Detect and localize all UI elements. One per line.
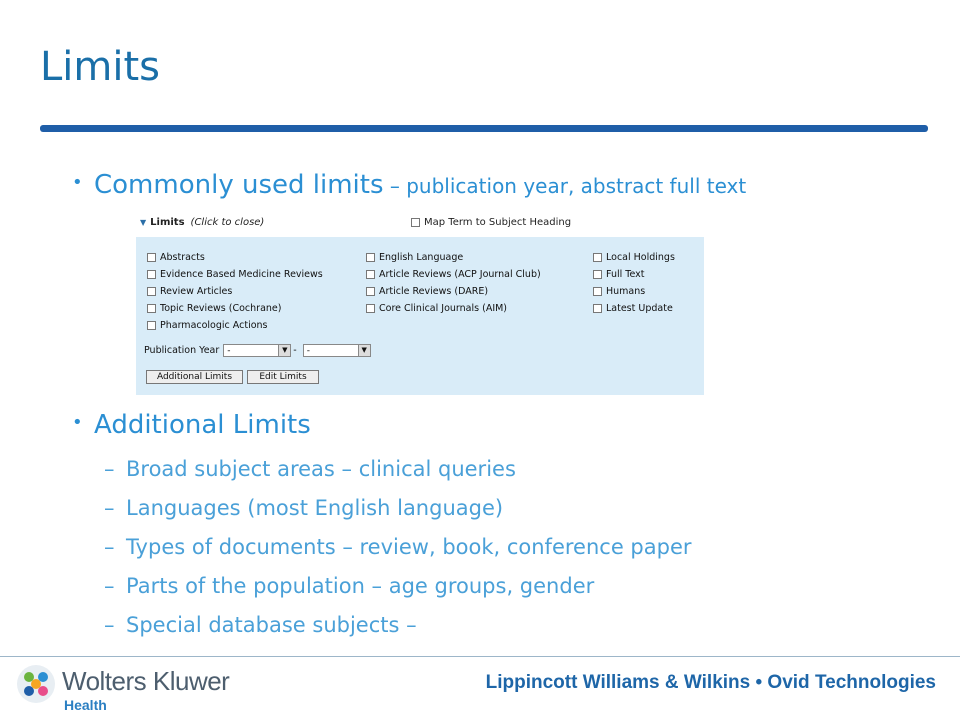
limit-label: Humans <box>606 286 646 297</box>
title-underline <box>40 125 928 132</box>
footer-divider <box>0 656 960 657</box>
limit-label: Topic Reviews (Cochrane) <box>160 303 282 314</box>
limit-label: Pharmacologic Actions <box>160 320 268 331</box>
limit-checkbox[interactable] <box>147 304 156 313</box>
bullet-head: Commonly used limits <box>94 170 384 200</box>
limit-checkbox[interactable] <box>366 270 375 279</box>
limit-option[interactable] <box>147 283 323 300</box>
limit-option[interactable] <box>593 266 675 283</box>
limit-option[interactable] <box>366 300 541 317</box>
select-value: - <box>227 345 231 356</box>
select-value: - <box>306 345 310 356</box>
additional-limits-button[interactable]: Additional Limits <box>146 370 243 384</box>
list-item <box>104 572 692 611</box>
limits-panel-header[interactable] <box>140 217 700 233</box>
limit-option[interactable] <box>147 317 323 334</box>
list-item-text: Languages (most English language) <box>126 496 504 520</box>
limit-checkbox[interactable] <box>593 253 602 262</box>
limit-option[interactable] <box>147 266 323 283</box>
bullet-detail: publication year, abstract full text <box>406 174 747 198</box>
limit-label: Local Holdings <box>606 252 675 263</box>
dash-marker: – <box>104 496 115 520</box>
limit-label: Article Reviews (ACP Journal Club) <box>379 269 541 280</box>
limit-checkbox[interactable] <box>147 321 156 330</box>
dash-marker: – <box>104 535 115 559</box>
limit-label: Evidence Based Medicine Reviews <box>160 269 323 280</box>
limit-option[interactable] <box>366 266 541 283</box>
limit-option[interactable] <box>147 300 323 317</box>
map-term-checkbox[interactable] <box>411 218 420 227</box>
limit-checkbox[interactable] <box>366 304 375 313</box>
limit-checkbox[interactable] <box>593 270 602 279</box>
bullet-additional-limits <box>72 410 311 440</box>
limit-checkbox[interactable] <box>147 253 156 262</box>
publication-year-to-select[interactable] <box>303 344 371 357</box>
bullet-dash: – <box>383 174 407 198</box>
limit-option[interactable] <box>366 249 541 266</box>
bullet-dot: • <box>72 412 83 433</box>
limit-label: English Language <box>379 252 464 263</box>
slide-title: Limits <box>40 44 160 90</box>
brand-name: Wolters Kluwer <box>62 666 230 696</box>
list-item <box>104 494 692 533</box>
edit-limits-button[interactable]: Edit Limits <box>247 370 319 384</box>
additional-limits-list <box>104 455 692 650</box>
limit-checkbox[interactable] <box>593 304 602 313</box>
limit-label: Latest Update <box>606 303 673 314</box>
limit-label: Full Text <box>606 269 645 280</box>
collapse-triangle-icon[interactable]: ▼ <box>140 218 147 227</box>
limits-column-2 <box>366 249 541 317</box>
list-item <box>104 611 692 650</box>
limit-checkbox[interactable] <box>147 270 156 279</box>
list-item <box>104 533 692 572</box>
limit-label: Abstracts <box>160 252 205 263</box>
bullet-dot: • <box>72 172 83 193</box>
list-item-text: Broad subject areas – clinical queries <box>126 457 516 481</box>
brand-division: Health <box>64 697 107 713</box>
range-separator: - <box>293 345 297 356</box>
dash-marker: – <box>104 613 115 637</box>
limits-column-1 <box>147 249 323 334</box>
limit-option[interactable] <box>366 283 541 300</box>
publication-year-from-select[interactable] <box>223 344 291 357</box>
dropdown-arrow-icon[interactable]: ▼ <box>278 345 290 356</box>
map-term-option[interactable] <box>411 217 571 228</box>
limit-label: Review Articles <box>160 286 233 297</box>
limits-panel <box>136 237 704 395</box>
footer-tagline: Lippincott Williams & Wilkins • Ovid Technologies <box>485 672 936 693</box>
bullet-head: Additional Limits <box>94 410 311 440</box>
limits-column-3 <box>593 249 675 317</box>
list-item-text: Parts of the population – age groups, gender <box>126 574 595 598</box>
limit-checkbox[interactable] <box>147 287 156 296</box>
limit-option[interactable] <box>593 300 675 317</box>
limit-label: Article Reviews (DARE) <box>379 286 489 297</box>
limits-header-hint: (Click to close) <box>190 217 265 228</box>
publication-year-label: Publication Year <box>144 345 220 356</box>
dash-marker: – <box>104 574 115 598</box>
dash-marker: – <box>104 457 115 481</box>
limit-option[interactable] <box>593 249 675 266</box>
list-item-text: Special database subjects – <box>126 613 417 637</box>
list-item-text: Types of documents – review, book, conference paper <box>126 535 692 559</box>
limit-checkbox[interactable] <box>366 253 375 262</box>
limit-option[interactable] <box>593 283 675 300</box>
limit-option[interactable] <box>147 249 323 266</box>
publication-year-row <box>144 344 371 357</box>
limit-checkbox[interactable] <box>593 287 602 296</box>
limit-label: Core Clinical Journals (AIM) <box>379 303 508 314</box>
map-term-label: Map Term to Subject Heading <box>424 217 572 228</box>
limit-checkbox[interactable] <box>366 287 375 296</box>
wolters-kluwer-logo-icon <box>16 664 56 704</box>
limits-header-label[interactable]: Limits <box>150 217 185 228</box>
bullet-commonly-used-limits <box>72 170 746 200</box>
dropdown-arrow-icon[interactable]: ▼ <box>358 345 370 356</box>
list-item <box>104 455 692 494</box>
